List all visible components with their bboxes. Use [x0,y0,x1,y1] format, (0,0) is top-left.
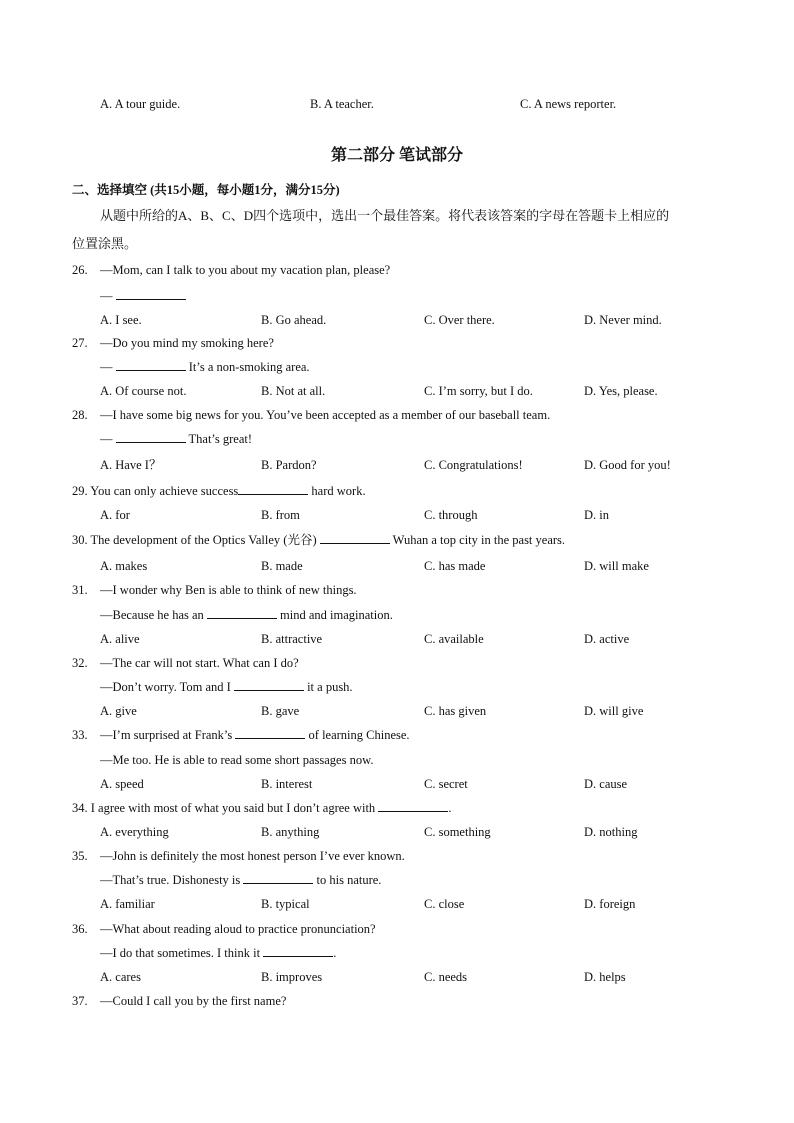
option-a: A. Have I？ [100,458,162,472]
answer-blank [234,679,304,691]
question-line: —I’m surprised at Frank’s of learning Chinese. [100,728,410,742]
question-line: —I have some big news for you. You’ve been accepted as a member of our baseball team. [100,408,551,422]
option-a: A. A tour guide. [100,97,181,111]
answer-line: — It’s a non-smoking area. [100,360,310,374]
option-c: C. has made [424,559,486,573]
option-c: C. I’m sorry, but I do. [424,384,533,398]
option-c: C. secret [424,777,468,791]
option-a: A. speed [100,777,144,791]
option-b: B. gave [261,704,300,718]
option-a: A. for [100,508,130,522]
question-line: —Mom, can I talk to you about my vacation plan, please? [100,263,391,277]
option-c: C. Over there. [424,313,495,327]
question-number: 28. [72,408,88,422]
option-d: D. foreign [584,897,636,911]
option-d: D. Good for you! [584,458,671,472]
part-title: 第二部分 笔试部分 [330,147,463,164]
option-a: A. cares [100,970,141,984]
option-b: B. Go ahead. [261,313,327,327]
question-line: —What about reading aloud to practice pronunciation? [100,922,376,936]
answer-line: —That’s true. Dishonesty is to his nature. [100,873,382,887]
option-d: D. Never mind. [584,313,662,327]
question-number: 26. [72,263,88,277]
option-b: B. anything [261,825,320,839]
option-d: D. will give [584,704,644,718]
option-d: D. in [584,508,609,522]
option-a: A. give [100,704,137,718]
answer-blank [116,431,186,443]
instructions-line-1: 从题中所给的A、B、C、D四个选项中，选出一个最佳答案。将代表该答案的字母在答题卡上相应的 [100,208,670,223]
question-number: 32. [72,656,88,670]
answer-line: — That’s great! [100,432,253,446]
answer-line: — [100,288,186,304]
option-a: A. familiar [100,897,155,911]
option-b: B. Not at all. [261,384,326,398]
question-line: —John is definitely the most honest person I’ve ever known. [100,849,405,863]
option-c: C. close [424,897,465,911]
question-number: 36. [72,922,88,936]
option-d: D. active [584,632,630,646]
option-b: B. made [261,559,303,573]
option-a: A. everything [100,825,169,839]
answer-blank [116,359,186,371]
answer-blank [207,607,277,619]
option-c: C. has given [424,704,487,718]
question-line: —Could I call you by the first name? [100,994,287,1008]
option-d: D. will make [584,559,649,573]
answer-line: —I do that sometimes. I think it . [100,946,337,960]
option-b: B. A teacher. [310,97,374,111]
option-a: A. Of course not. [100,384,187,398]
answer-blank [235,727,305,739]
answer-blank [320,532,390,544]
option-a: A. makes [100,559,148,573]
answer-blank [238,483,308,495]
answer-blank [378,800,448,812]
answer-line: —Me too. He is able to read some short passages now. [100,753,374,767]
question-number: 37. [72,994,88,1008]
option-c: C. through [424,508,478,522]
question-number: 31. [72,583,88,597]
question-line: —Do you mind my smoking here? [100,336,274,350]
option-c: C. Congratulations! [424,458,523,472]
option-c: C. available [424,632,484,646]
option-d: D. Yes, please. [584,384,658,398]
option-b: B. from [261,508,300,522]
answer-blank [243,872,313,884]
answer-line: —Because he has an mind and imagination. [100,608,393,622]
option-c: C. A news reporter. [520,97,617,111]
question-line: 34. I agree with most of what you said but I don’t agree with . [72,801,452,815]
option-d: D. nothing [584,825,638,839]
option-a: A. I see. [100,313,142,327]
question-number: 27. [72,336,88,350]
option-b: B. typical [261,897,310,911]
section-heading: 二、选择填空 (共15小题，每小题1分，满分15分) [72,183,340,197]
option-b: B. Pardon? [261,458,317,472]
option-a: A. alive [100,632,140,646]
option-c: C. something [424,825,491,839]
question-line: —The car will not start. What can I do? [100,656,299,670]
option-b: B. interest [261,777,313,791]
question-line: 30. The development of the Optics Valley (光谷) Wuhan a top city in the past years. [72,533,566,547]
question-number: 35. [72,849,88,863]
option-b: B. attractive [261,632,323,646]
question-line: 29. You can only achieve success hard work. [72,484,366,498]
option-c: C. needs [424,970,468,984]
answer-line: —Don’t worry. Tom and I it a push. [100,680,353,694]
instructions-line-2: 位置涂黑。 [72,236,138,251]
question-line: —I wonder why Ben is able to think of new things. [100,583,357,597]
answer-blank [263,945,333,957]
option-d: D. cause [584,777,628,791]
answer-blank [116,288,186,300]
option-b: B. improves [261,970,323,984]
option-d: D. helps [584,970,626,984]
question-number: 33. [72,728,88,742]
